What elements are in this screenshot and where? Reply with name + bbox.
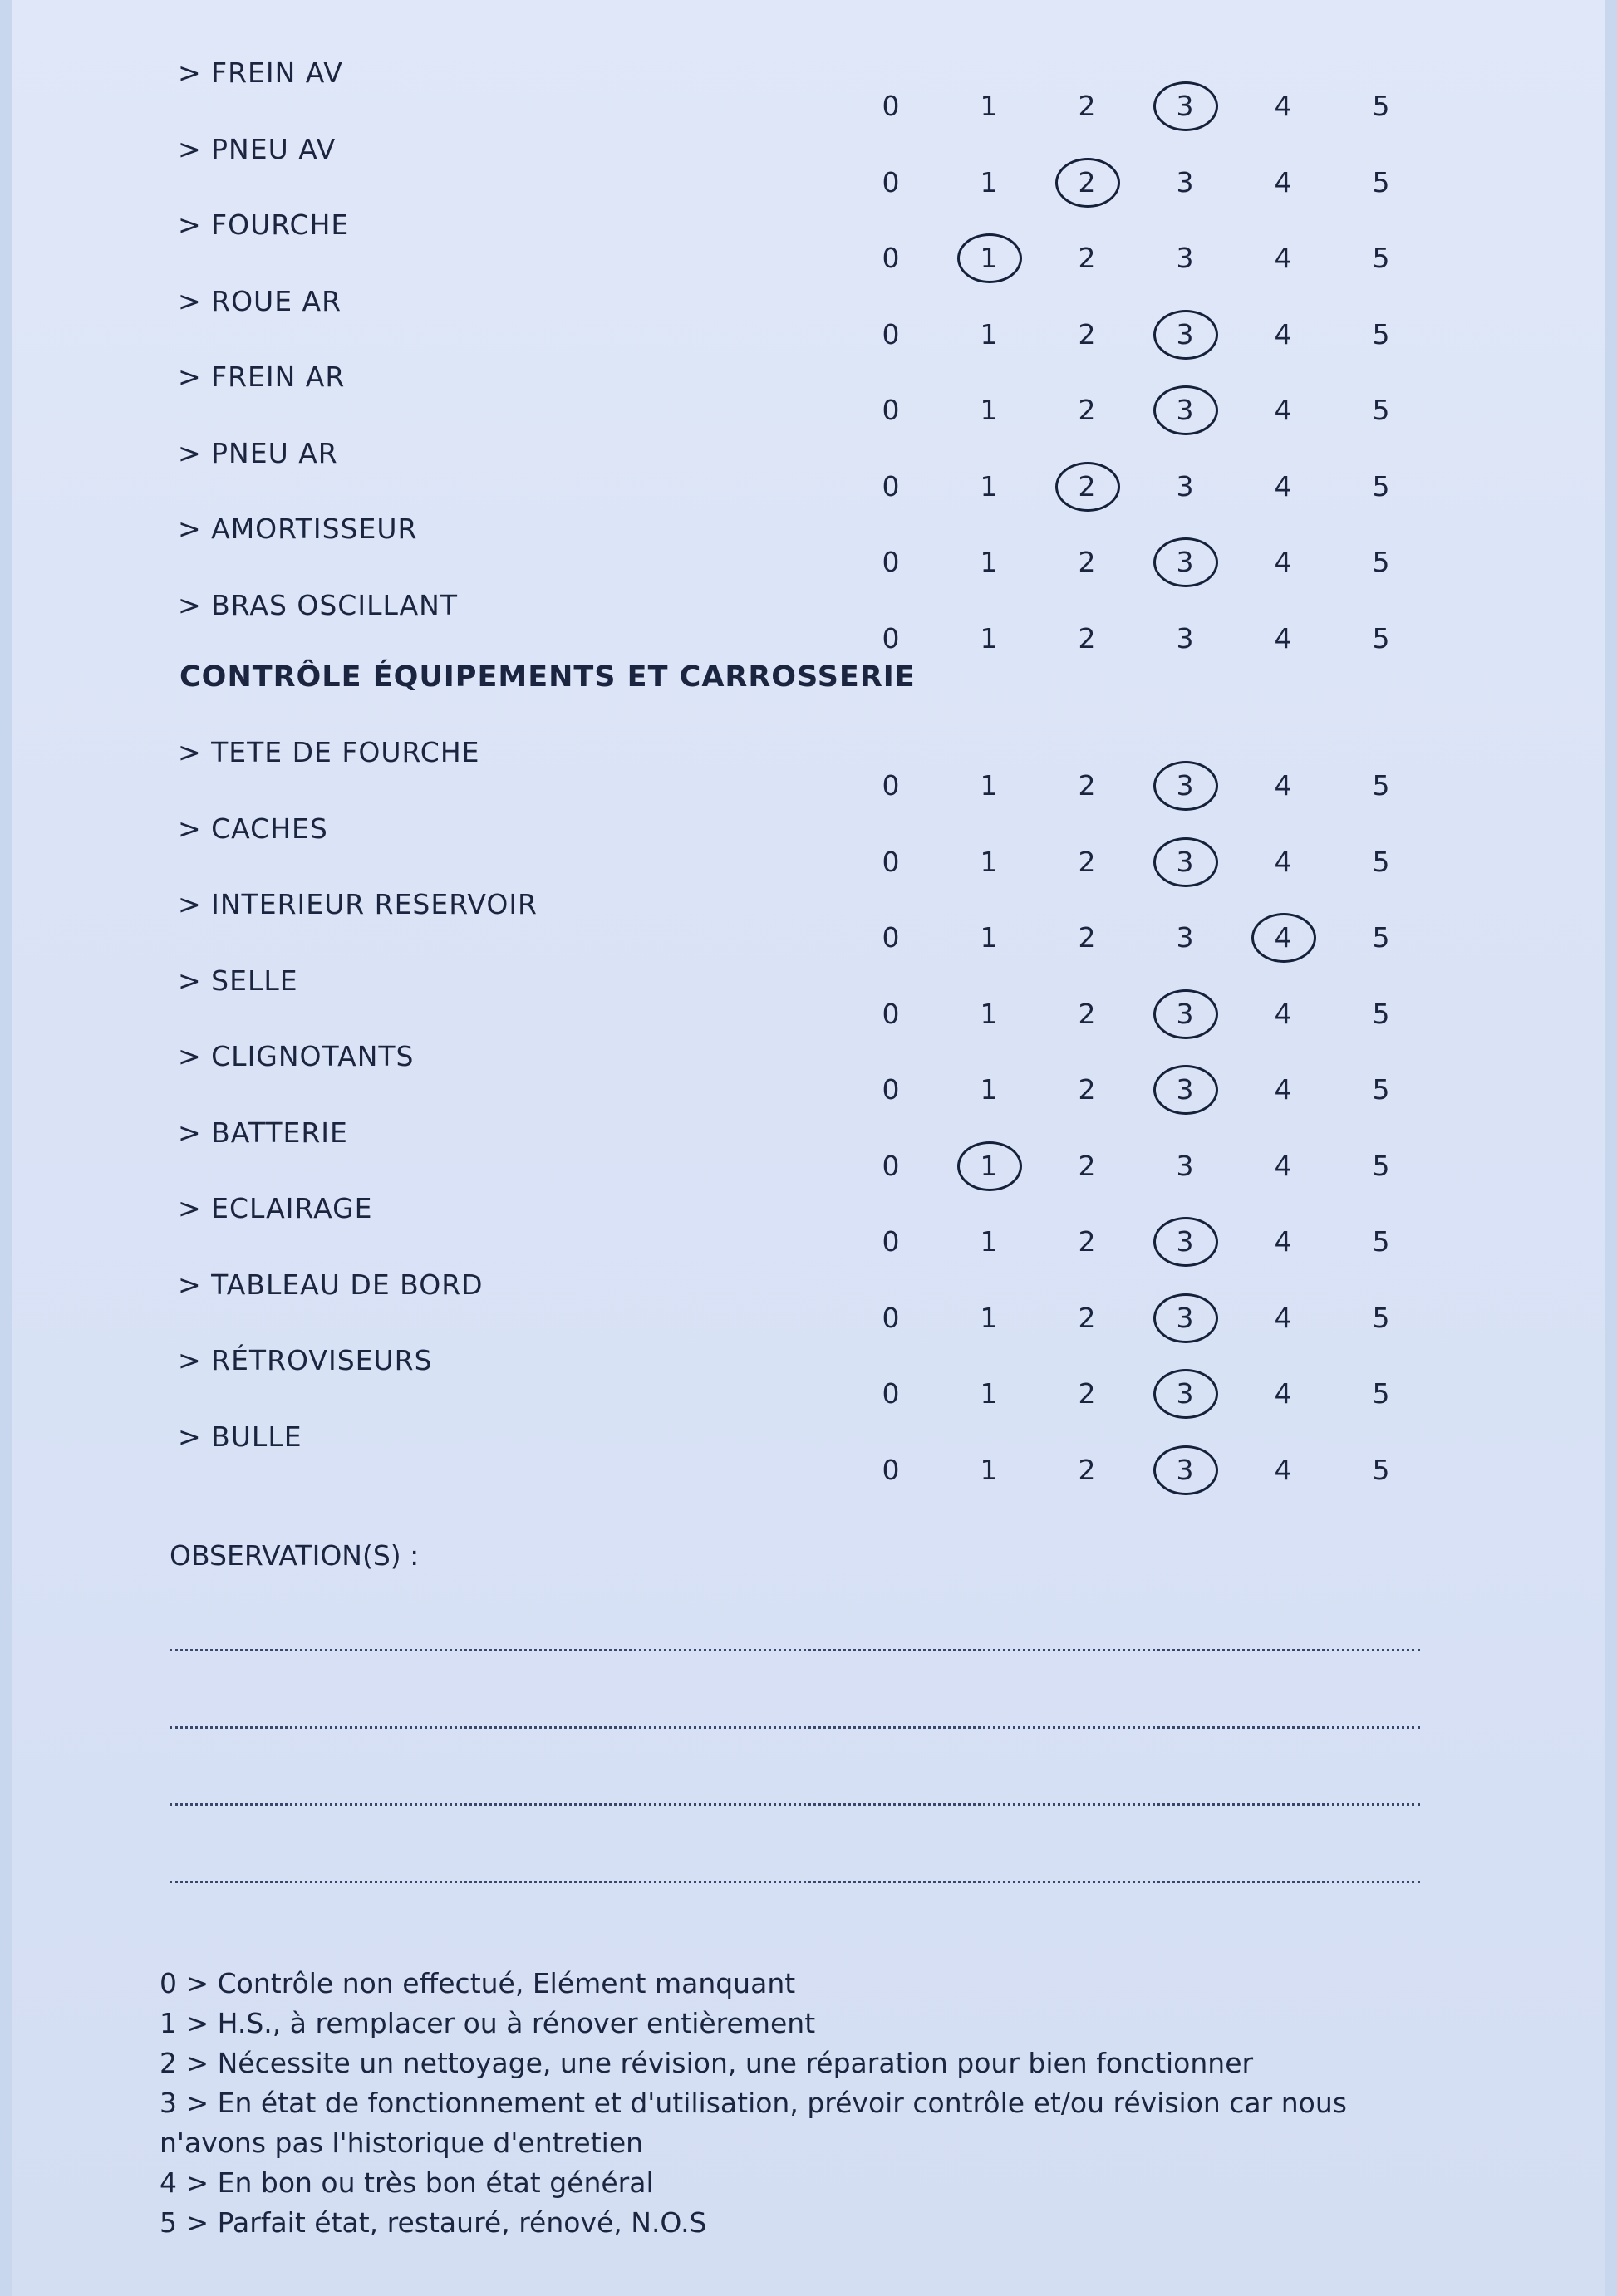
legend-line: 3 > En état de fonctionnement et d'utilisation, prévoir contrôle et/ou révision car nous <box>160 2087 1347 2119</box>
checklist-item-label: > CACHES <box>178 812 328 845</box>
checklist-row <box>12 285 1605 360</box>
score-option-selected[interactable]: 3 <box>1160 1302 1210 1334</box>
score-option[interactable]: 1 <box>980 769 998 802</box>
score-option[interactable]: 0 <box>882 921 900 954</box>
score-option[interactable]: 5 <box>1372 997 1390 1030</box>
checklist-row <box>12 56 1605 131</box>
checklist-item-label: > TETE DE FOURCHE <box>178 736 480 768</box>
checklist-row <box>12 361 1605 435</box>
legend-line: 0 > Contrôle non effectué, Elément manquant <box>160 1967 796 1999</box>
checklist-row <box>12 1192 1605 1267</box>
checklist-row <box>12 589 1605 664</box>
score-option-selected[interactable]: 1 <box>964 1150 1014 1182</box>
score-option[interactable]: 5 <box>1372 1149 1390 1182</box>
score-option[interactable]: 1 <box>980 394 998 426</box>
observations-label: OBSERVATION(S) : <box>170 1539 420 1572</box>
score-option[interactable]: 3 <box>1176 921 1194 954</box>
checklist-row <box>12 1344 1605 1419</box>
score-option[interactable]: 4 <box>1274 242 1292 274</box>
score-option[interactable]: 2 <box>1078 1225 1096 1258</box>
checklist-item-label: > ECLAIRAGE <box>178 1192 373 1224</box>
checklist-item-label: > FOURCHE <box>178 209 350 241</box>
score-option[interactable]: 2 <box>1078 921 1096 954</box>
score-option[interactable]: 4 <box>1274 1301 1292 1334</box>
score-option[interactable]: 4 <box>1274 621 1292 655</box>
score-option[interactable]: 3 <box>1176 1149 1194 1182</box>
score-option[interactable]: 3 <box>1176 469 1194 503</box>
checklist-item-label: > BATTERIE <box>178 1116 348 1149</box>
score-option[interactable]: 3 <box>1176 621 1194 655</box>
score-option[interactable]: 1 <box>980 1453 998 1486</box>
observation-line[interactable] <box>170 1803 1420 1806</box>
score-option[interactable]: 2 <box>1078 845 1096 878</box>
score-option[interactable]: 2 <box>1078 1149 1096 1182</box>
score-option[interactable]: 4 <box>1274 1149 1292 1182</box>
score-option[interactable]: 2 <box>1078 1073 1096 1106</box>
score-option[interactable]: 1 <box>980 546 998 578</box>
score-option[interactable]: 4 <box>1274 317 1292 351</box>
score-option[interactable]: 4 <box>1274 1377 1292 1410</box>
score-option-selected[interactable]: 3 <box>1160 1073 1210 1106</box>
observation-line[interactable] <box>170 1649 1420 1651</box>
score-option[interactable]: 5 <box>1372 1073 1390 1106</box>
checklist-item-label: > BRAS OSCILLANT <box>178 588 459 621</box>
score-option[interactable]: 0 <box>882 242 900 274</box>
score-option[interactable]: 5 <box>1372 546 1390 578</box>
score-option[interactable]: 5 <box>1372 845 1390 878</box>
score-option[interactable]: 2 <box>1078 1301 1096 1334</box>
score-option[interactable]: 0 <box>882 1301 900 1334</box>
score-option[interactable]: 0 <box>882 621 900 655</box>
score-option[interactable]: 1 <box>980 317 998 351</box>
checklist-item-label: > FREIN AV <box>178 56 343 89</box>
score-option[interactable]: 5 <box>1372 1453 1390 1486</box>
checklist-row <box>12 812 1605 887</box>
score-option[interactable]: 1 <box>980 1225 998 1258</box>
score-option[interactable]: 0 <box>882 845 900 878</box>
score-option[interactable]: 0 <box>882 165 900 199</box>
score-option-selected[interactable]: 3 <box>1160 846 1210 878</box>
score-option[interactable]: 4 <box>1274 546 1292 578</box>
score-option[interactable]: 0 <box>882 546 900 578</box>
score-option[interactable]: 4 <box>1274 1453 1292 1486</box>
score-option[interactable]: 1 <box>980 469 998 503</box>
score-option[interactable]: 4 <box>1274 469 1292 503</box>
score-option-selected[interactable]: 2 <box>1062 166 1112 199</box>
checklist-item-label: > INTERIEUR RESERVOIR <box>178 888 538 920</box>
score-option[interactable]: 1 <box>980 90 998 122</box>
score-option-selected[interactable]: 3 <box>1160 769 1210 802</box>
checklist-item-label: > TABLEAU DE BORD <box>178 1268 484 1301</box>
score-option[interactable]: 1 <box>980 921 998 954</box>
score-option[interactable]: 5 <box>1372 394 1390 426</box>
score-option-selected[interactable]: 3 <box>1160 90 1210 122</box>
score-option[interactable]: 5 <box>1372 242 1390 274</box>
score-option-selected[interactable]: 3 <box>1160 318 1210 351</box>
checklist-row <box>12 1116 1605 1191</box>
score-option[interactable]: 3 <box>1176 242 1194 274</box>
score-option[interactable]: 0 <box>882 769 900 802</box>
score-option[interactable]: 0 <box>882 1073 900 1106</box>
score-option-selected[interactable]: 3 <box>1160 998 1210 1030</box>
score-option-selected[interactable]: 3 <box>1160 1454 1210 1486</box>
score-option[interactable]: 2 <box>1078 90 1096 122</box>
score-option[interactable]: 1 <box>980 1301 998 1334</box>
checklist-row <box>12 209 1605 283</box>
legend-line: 5 > Parfait état, restauré, rénové, N.O.S <box>160 2206 707 2239</box>
checklist-item-label: > SELLE <box>178 964 298 997</box>
checklist-item-label: > AMORTISSEUR <box>178 513 418 545</box>
checklist-item-label: > FREIN AR <box>178 361 346 393</box>
score-option[interactable]: 4 <box>1274 769 1292 802</box>
score-option[interactable]: 0 <box>882 317 900 351</box>
checklist-item-label: > BULLE <box>178 1420 302 1453</box>
score-option[interactable]: 2 <box>1078 394 1096 426</box>
score-option[interactable]: 2 <box>1078 1453 1096 1486</box>
checklist-row <box>12 888 1605 963</box>
score-option[interactable]: 1 <box>980 845 998 878</box>
checklist-item-label: > CLIGNOTANTS <box>178 1040 415 1072</box>
checklist-row <box>12 1040 1605 1115</box>
score-option[interactable]: 2 <box>1078 621 1096 655</box>
score-option-selected[interactable]: 3 <box>1160 546 1210 578</box>
checklist-item-label: > PNEU AV <box>178 132 337 165</box>
score-option[interactable]: 5 <box>1372 921 1390 954</box>
score-option[interactable]: 2 <box>1078 317 1096 351</box>
score-option[interactable]: 0 <box>882 90 900 122</box>
score-option[interactable]: 1 <box>980 1073 998 1106</box>
score-option[interactable]: 3 <box>1176 165 1194 199</box>
section-title: CONTRÔLE ÉQUIPEMENTS ET CARROSSERIE <box>179 660 916 694</box>
score-option[interactable]: 0 <box>882 394 900 426</box>
checklist-row <box>12 133 1605 208</box>
score-option[interactable]: 5 <box>1372 621 1390 655</box>
score-option[interactable]: 1 <box>980 165 998 199</box>
score-option[interactable]: 0 <box>882 1377 900 1410</box>
score-option[interactable]: 4 <box>1274 1225 1292 1258</box>
score-option-selected[interactable]: 3 <box>1160 394 1210 426</box>
score-option[interactable]: 5 <box>1372 769 1390 802</box>
score-option[interactable]: 4 <box>1274 90 1292 122</box>
score-option[interactable]: 5 <box>1372 469 1390 503</box>
legend-line: n'avons pas l'historique d'entretien <box>160 2127 644 2159</box>
score-option[interactable]: 1 <box>980 997 998 1030</box>
checklist-row <box>12 1420 1605 1495</box>
score-option[interactable]: 4 <box>1274 997 1292 1030</box>
score-option-selected[interactable]: 2 <box>1062 470 1112 503</box>
score-option[interactable]: 1 <box>980 1377 998 1410</box>
score-option[interactable]: 4 <box>1274 165 1292 199</box>
score-option-selected[interactable]: 1 <box>964 242 1014 274</box>
score-option[interactable]: 5 <box>1372 1301 1390 1334</box>
observation-line[interactable] <box>170 1881 1420 1883</box>
score-option[interactable]: 2 <box>1078 997 1096 1030</box>
checklist-row <box>12 964 1605 1039</box>
score-option[interactable]: 4 <box>1274 394 1292 426</box>
legend-line: 4 > En bon ou très bon état général <box>160 2166 654 2199</box>
score-option[interactable]: 5 <box>1372 317 1390 351</box>
legend-line: 2 > Nécessite un nettoyage, une révision, une réparation pour bien fonctionner <box>160 2047 1254 2079</box>
score-option[interactable]: 2 <box>1078 546 1096 578</box>
score-option[interactable]: 0 <box>882 469 900 503</box>
score-option[interactable]: 0 <box>882 1225 900 1258</box>
checklist-row <box>12 437 1605 512</box>
score-option-selected[interactable]: 3 <box>1160 1377 1210 1410</box>
score-option[interactable]: 0 <box>882 997 900 1030</box>
score-option[interactable]: 4 <box>1274 845 1292 878</box>
score-option[interactable]: 5 <box>1372 90 1390 122</box>
score-option[interactable]: 5 <box>1372 165 1390 199</box>
checklist-row <box>12 736 1605 811</box>
legend-line: 1 > H.S., à remplacer ou à rénover entièrement <box>160 2007 816 2039</box>
observation-line[interactable] <box>170 1726 1420 1729</box>
score-option[interactable]: 1 <box>980 621 998 655</box>
checklist-row <box>12 513 1605 587</box>
checklist-item-label: > PNEU AR <box>178 436 338 469</box>
score-option[interactable]: 4 <box>1274 1073 1292 1106</box>
checklist-item-label: > ROUE AR <box>178 284 342 317</box>
score-option[interactable]: 0 <box>882 1149 900 1182</box>
score-option[interactable]: 0 <box>882 1453 900 1486</box>
score-option[interactable]: 2 <box>1078 242 1096 274</box>
inspection-sheet <box>12 0 1605 2296</box>
score-option[interactable]: 5 <box>1372 1377 1390 1410</box>
score-option[interactable]: 5 <box>1372 1225 1390 1258</box>
score-option[interactable]: 2 <box>1078 1377 1096 1410</box>
score-option[interactable]: 2 <box>1078 769 1096 802</box>
score-option-selected[interactable]: 4 <box>1258 921 1308 954</box>
checklist-row <box>12 1268 1605 1343</box>
checklist-item-label: > RÉTROVISEURS <box>178 1344 433 1376</box>
score-option-selected[interactable]: 3 <box>1160 1225 1210 1258</box>
